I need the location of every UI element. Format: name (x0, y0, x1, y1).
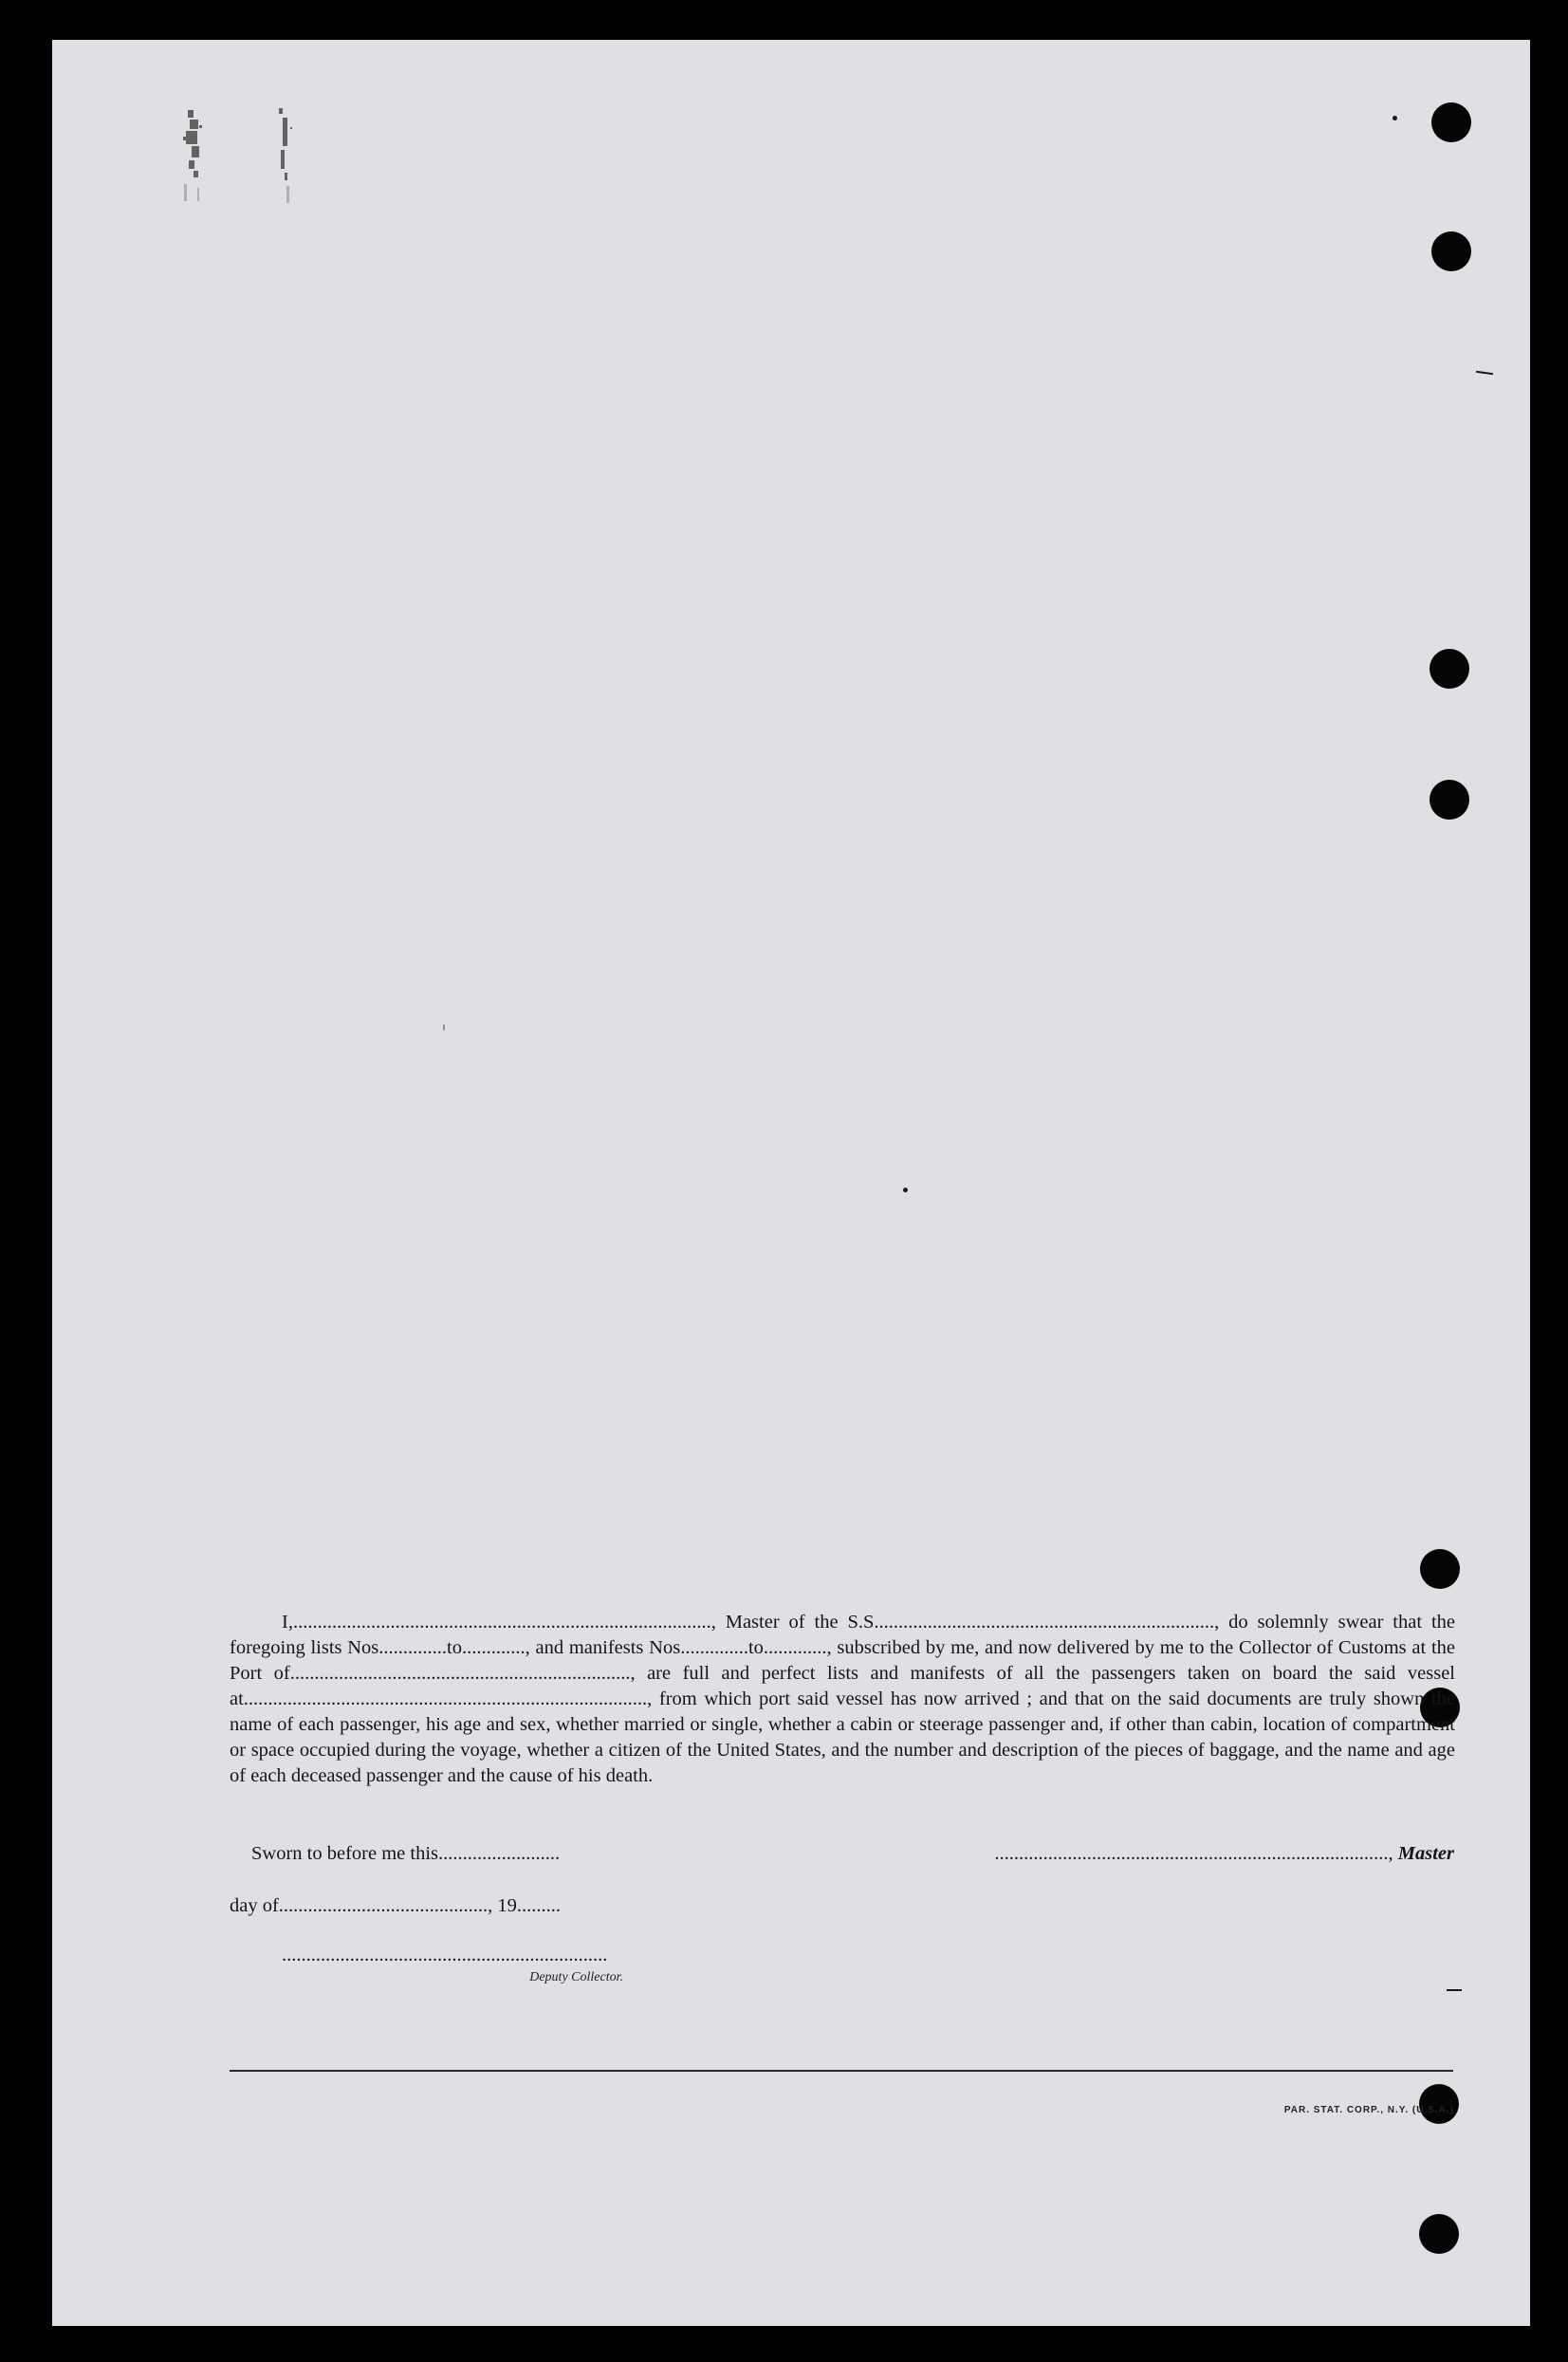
punch-hole (1431, 102, 1471, 142)
manifest-sheet (52, 40, 1530, 2326)
master-label: Master (1397, 1843, 1454, 1864)
punch-hole (1430, 649, 1469, 689)
stray-mark (1393, 116, 1397, 120)
punch-hole (1430, 780, 1469, 820)
master-signature-line (955, 1843, 1454, 1865)
stray-mark (1447, 1989, 1462, 1991)
deputy-collector-label: Deputy Collector. (529, 1970, 623, 1984)
punch-hole (1420, 1549, 1460, 1589)
punch-hole (1431, 231, 1471, 271)
day-line: day of..........................................., 19......... (230, 1895, 562, 1916)
oath-paragraph (230, 1610, 1455, 1789)
stray-mark (443, 1024, 445, 1030)
handwritten-mark (180, 108, 323, 212)
oath-text: I,......................................................................................, Master of the S.S......................................................................, do solemnly swear that the foregoing lists Nos..............to............., and manifests Nos..............to............., subscribed by me, and now delivered by me to the Collector of Customs at the Port of......................................................................, are full and perfect lists and manifests of all the passengers taken on board the said vessel at..................................................................................., from which port said vessel has now arrived ; and that on the said documents are truly shown the name of each passenger, his age and sex, whether married or single, whether a cabin or steerage passenger and, if other than cabin, location of compartment or space occupied during the voyage, whether a citizen of the United States, and the number and description of the pieces of baggage, and the name and age of each deceased passenger and the cause of his death. (230, 1612, 1455, 1786)
printer-imprint: PAR. STAT. CORP., N.Y. (U.S.A.) (1283, 2105, 1454, 2115)
deputy-signature-line: ................................................................... (282, 1945, 608, 1965)
bottom-rule (230, 2070, 1453, 2072)
master-signature-dots: ................................................................................., (994, 1843, 1393, 1864)
sworn-line: Sworn to before me this......................... (251, 1843, 561, 1864)
stray-mark (1476, 371, 1493, 375)
stray-mark (903, 1188, 908, 1192)
punch-hole (1419, 2084, 1459, 2124)
punch-hole (1419, 2214, 1459, 2254)
